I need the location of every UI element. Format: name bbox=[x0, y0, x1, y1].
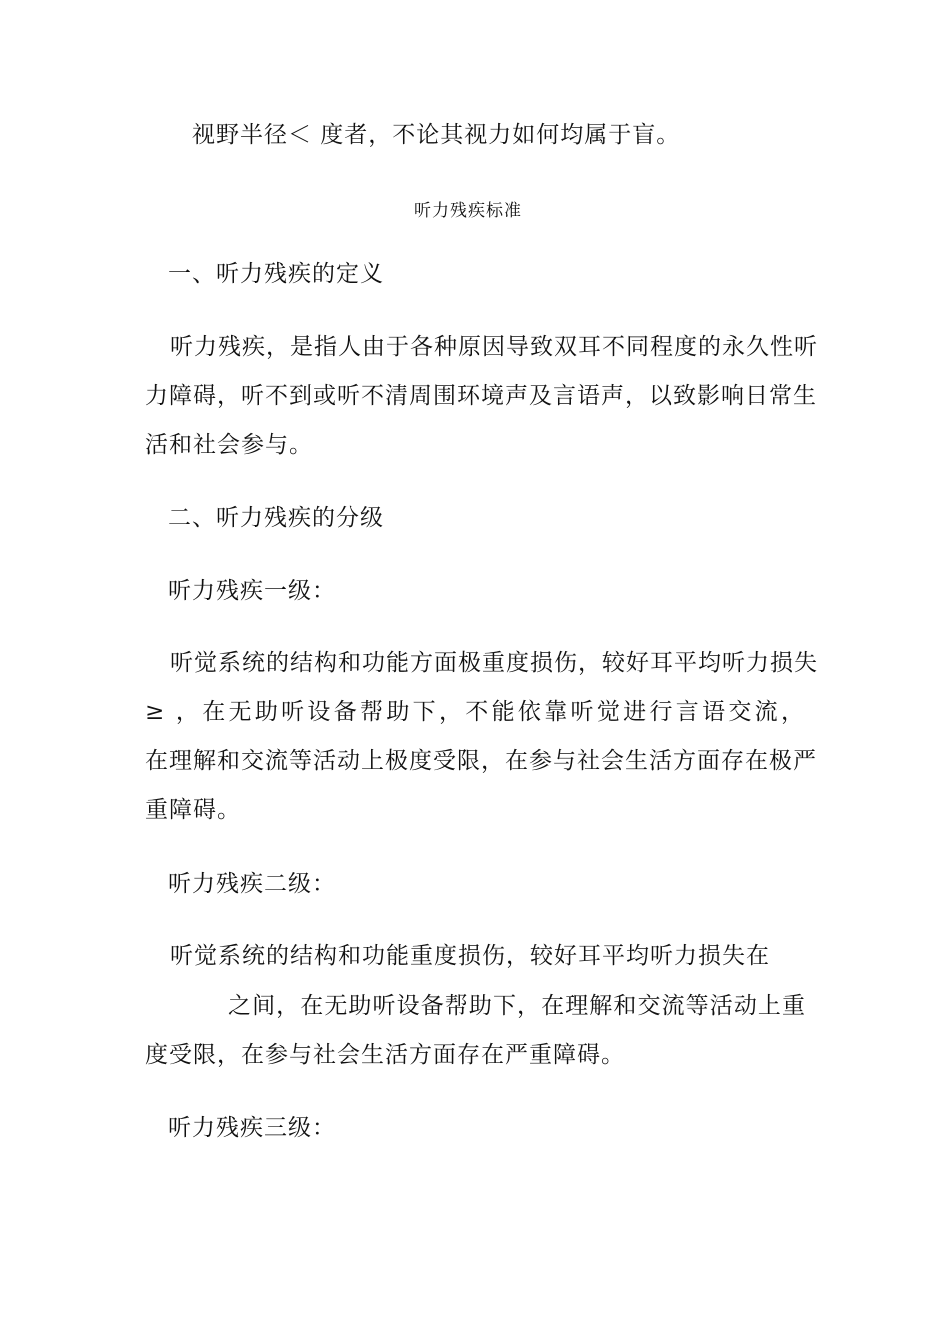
grade-2-paragraph-line-1: 听觉系统的结构和功能重度损伤，较好耳平均听力损失在 bbox=[170, 943, 770, 969]
definition-paragraph-line-2: 力障碍，听不到或听不清周围环境声及言语声，以致影响日常生 bbox=[145, 383, 817, 409]
grade-1-paragraph-line-2: ≥ ，在无助听设备帮助下，不能依靠听觉进行言语交流， bbox=[145, 699, 805, 725]
heading-grading: 二、听力残疾的分级 bbox=[168, 505, 384, 531]
definition-paragraph-line-1: 听力残疾，是指人由于各种原因导致双耳不同程度的永久性听 bbox=[170, 334, 818, 360]
grade-2-paragraph-line-3: 度受限，在参与社会生活方面存在严重障碍。 bbox=[145, 1042, 625, 1068]
heading-definition: 一、听力残疾的定义 bbox=[168, 261, 384, 287]
grade-3-heading: 听力残疾三级： bbox=[168, 1115, 336, 1141]
definition-paragraph-line-3: 活和社会参与。 bbox=[145, 432, 313, 458]
section-title: 听力残疾标准 bbox=[414, 201, 522, 221]
grade-1-paragraph-line-4: 重障碍。 bbox=[145, 797, 241, 823]
grade-1-paragraph-line-1: 听觉系统的结构和功能方面极重度损伤，较好耳平均听力损失 bbox=[170, 650, 818, 676]
visual-field-criterion-line: 视野半径＜ 度者，不论其视力如何均属于盲。 bbox=[192, 122, 681, 148]
grade-2-paragraph-line-2: 之间，在无助听设备帮助下，在理解和交流等活动上重 bbox=[228, 993, 806, 1019]
grade-1-paragraph-line-3: 在理解和交流等活动上极度受限，在参与社会生活方面存在极严 bbox=[145, 748, 817, 774]
grade-1-heading: 听力残疾一级： bbox=[168, 578, 336, 604]
grade-2-heading: 听力残疾二级： bbox=[168, 871, 336, 897]
